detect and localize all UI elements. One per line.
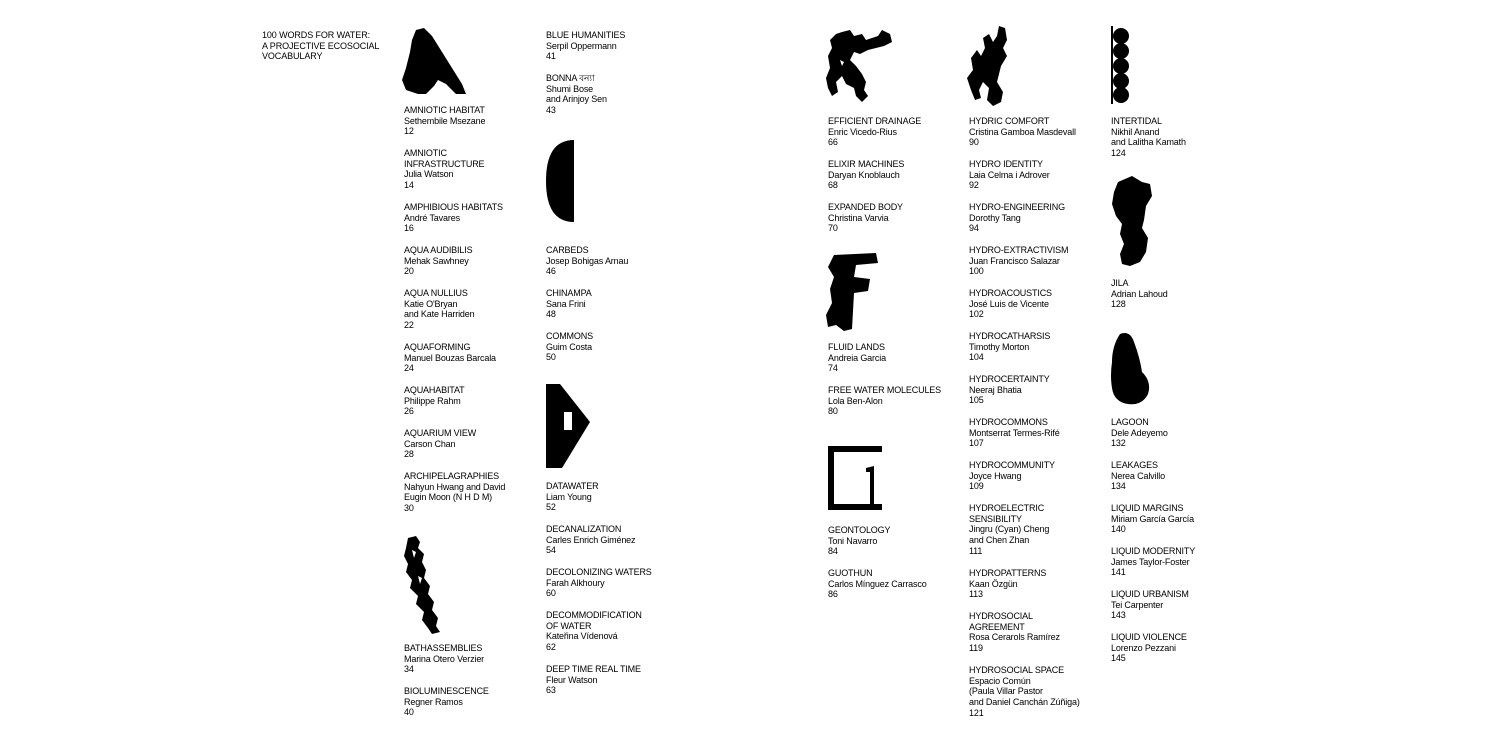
amniotic-shape-glyph [402,28,468,96]
entry-page-number: 30 [404,503,414,514]
entry-author: Neeraj Bhatia [969,384,1022,395]
entry-title: HYDRO-ENGINEERING [969,202,1065,212]
entry-title: INFRASTRUCTURE [404,158,485,169]
entry-author: Shumi Bose [546,83,594,94]
entry-title: HYDRO IDENTITY [969,159,1043,169]
entry-page-number: 62 [546,642,556,653]
entry-author: Fleur Watson [546,674,598,685]
entry-author: Espacio Común [969,675,1031,686]
entry-author: and Kate Harriden [404,309,475,320]
entry-hydro-identity [969,159,1050,191]
entry-page-number: 22 [404,320,414,331]
entry-page-number: 52 [546,502,556,513]
entry-title: BLUE HUMANITIES [546,30,626,40]
entry-author: and Arinjoy Sen [546,94,607,105]
entry-title: ELIXIR MACHINES [828,159,905,169]
entry-bioluminescence [404,686,489,718]
entry-title: HYDROSOCIAL [969,611,1033,621]
entry-page-number: 121 [969,707,984,718]
entry-author: Jingru (Cyan) Cheng [969,524,1050,535]
entry-author: Rosa Cerarols Ramírez [969,632,1060,643]
entry-title: LAGOON [1111,417,1149,427]
entry-title: LIQUID MODERNITY [1111,546,1196,556]
entry-page-number: 70 [828,223,838,234]
entry-author: Marina Otero Verzier [404,653,485,664]
fluid-lands-shape-glyph [826,253,878,331]
entry-author: Mehak Sawhney [404,255,469,266]
entry-hydrosocial-agreement [969,611,1060,654]
entry-page-number: 60 [546,588,556,599]
entry-author: Regner Ramos [404,696,463,707]
entry-page-number: 41 [546,51,556,62]
entry-title: HYDROCATHARSIS [969,331,1051,341]
entry-page-number: 134 [1111,481,1126,492]
entry-guothun [828,568,927,600]
entry-bathassemblies [404,643,484,675]
entry-blue-humanities [546,30,625,62]
entry-title: HYDROCOMMONS [969,417,1048,427]
entry-title: CARBEDS [546,245,589,255]
entry-title: DECOLONIZING WATERS [546,567,652,577]
entry-author: Carles Enrich Giménez [546,534,636,545]
entry-page-number: 90 [969,137,979,148]
entry-author: (Paula Villar Pastor [969,686,1043,697]
entry-title: INTERTIDAL [1111,116,1162,126]
entry-title: HYDROPATTERNS [969,568,1047,578]
entry-author: Christina Varvia [828,212,889,223]
entry-author: Katie O'Bryan [404,298,458,309]
entry-deep-time-real-time [546,664,641,696]
entry-page-number: 107 [969,438,984,449]
entry-title: LEAKAGES [1111,460,1158,470]
entry-title: AQUARIUM VIEW [404,428,477,438]
entry-title: BATHASSEMBLIES [404,643,483,653]
entry-hydroacoustics [969,288,1052,320]
entry-aquahabitat [404,385,465,417]
entry-title: CHINAMPA [546,288,592,298]
entry-author: and Lalitha Kamath [1111,137,1186,148]
entry-author: Tei Carpenter [1111,599,1164,610]
entry-title: AQUAFORMING [404,342,471,352]
entry-liquid-modernity [1111,546,1195,578]
entry-author: Guim Costa [546,341,593,352]
entry-page-number: 111 [969,545,983,556]
entry-author: Nikhil Anand [1111,126,1160,137]
bathassemblies-shape-glyph [402,536,442,634]
entry-title: EXPANDED BODY [828,202,903,212]
entry-page-number: 54 [546,545,556,556]
entry-author: Cristina Gamboa Masdevall [969,126,1076,137]
entry-title: HYDROCOMMUNITY [969,460,1055,470]
entry-author: Josep Bohigas Arnau [546,255,629,266]
entry-author: Nerea Calvillo [1111,470,1165,481]
carbeds-half-disc-glyph [546,140,574,222]
entry-author: Kateřina Vídenová [546,631,618,642]
entry-title: AMNIOTIC [404,148,447,158]
entry-fluid-lands [828,342,886,374]
entry-hydrocommunity [969,460,1055,492]
entry-aquaforming [404,342,496,374]
entry-author: Serpil Oppermann [546,40,617,51]
entry-title: DECANALIZATION [546,524,622,534]
entry-page-number: 119 [969,643,983,654]
entry-author: Montserrat Termes-Rifé [969,427,1060,438]
entry-page-number: 68 [828,180,838,191]
entry-title: DECOMMODIFICATION [546,610,642,620]
entry-decolonizing-waters [546,567,652,599]
entry-author: José Luis de Vicente [969,298,1049,309]
entry-author: André Tavares [404,212,460,223]
entry-page-number: 34 [404,664,414,675]
entry-author: and Chen Zhan [969,535,1030,546]
entry-author: Lola Ben-Alon [828,395,883,406]
entry-bonna [546,73,607,116]
entry-author: Eugin Moon (N H D M) [404,492,493,503]
intertidal-beads-glyph [1108,26,1132,106]
entry-page-number: 48 [546,309,556,320]
entry-author: Farah Alkhoury [546,577,605,588]
entry-title: DEEP TIME REAL TIME [546,664,641,674]
entry-title: JILA [1111,278,1129,288]
entry-amniotic-infrastructure [404,148,484,191]
entry-hydro-engineering [969,202,1065,234]
entry-page-number: 43 [546,105,556,116]
entry-author: Kaan Özgün [969,578,1018,589]
entry-page-number: 141 [1111,567,1126,578]
entry-author: Sethembile Msezane [404,115,486,126]
entry-page-number: 100 [969,266,984,277]
entry-page-number: 74 [828,363,838,374]
entry-author: Philippe Rahm [404,395,461,406]
entry-decommodification-of-water [546,610,642,653]
entry-hydroelectric-sensibility [969,503,1049,557]
entry-aquarium-view [404,428,476,460]
entry-page-number: 105 [969,395,984,406]
entry-author: Julia Watson [404,169,454,180]
entry-title: BONNA বন্যা [546,73,595,83]
datawater-notched-shape-glyph [546,384,590,468]
entry-title: FREE WATER MOLECULES [828,385,942,395]
entry-title: HYDRIC COMFORT [969,116,1050,126]
entry-amniotic-habitat [404,105,485,137]
entry-archipelagraphies [404,471,505,514]
entry-author: Nahyun Hwang and David [404,481,506,492]
entry-title: HYDROELECTRIC [969,503,1045,513]
entry-author: James Taylor-Foster [1111,556,1190,567]
entry-aqua-audibilis [404,245,472,277]
jila-blob-glyph [1108,176,1154,268]
entry-page-number: 50 [546,352,556,363]
entry-page-number: 66 [828,137,838,148]
entry-liquid-urbanism [1111,589,1189,621]
entry-leakages [1111,460,1165,492]
entry-title: SENSIBILITY [969,513,1022,524]
entry-author: Dele Adeyemo [1111,427,1168,438]
entry-aqua-nullius [404,288,475,331]
entry-author: Timothy Morton [969,341,1030,352]
entry-author: Miriam García García [1111,513,1195,524]
entry-author: Carlos Mínguez Carrasco [828,578,927,589]
entry-title: AQUA NULLIUS [404,288,468,298]
lagoon-blob-glyph [1108,332,1152,406]
entry-page-number: 113 [969,589,983,600]
entry-page-number: 143 [1111,610,1126,621]
entry-free-water-molecules [828,385,941,417]
entry-liquid-violence [1111,632,1187,664]
entry-page-number: 140 [1111,524,1126,535]
entry-author: Carson Chan [404,438,456,449]
entry-geontology [828,525,890,557]
entry-title: AQUAHABITAT [404,385,465,395]
entry-lagoon [1111,417,1168,449]
entry-author: Adrian Lahoud [1111,288,1168,299]
entry-author: Daryan Knoblauch [828,169,900,180]
entry-author: Sana Frini [546,298,586,309]
entry-page-number: 145 [1111,653,1126,664]
entry-title: AMPHIBIOUS HABITATS [404,202,503,212]
entry-author: Enric Vicedo-Rius [828,126,897,137]
entry-decanalization [546,524,635,556]
entry-author: Laia Celma i Adrover [969,169,1050,180]
entry-page-number: 26 [404,406,414,417]
entry-elixir-machines [828,159,904,191]
book-title: 100 WORDS FOR WATER: A PROJECTIVE ECOSOCIAL VOCABULARY [262,30,380,62]
entry-chinampa [546,288,592,320]
entry-author: Dorothy Tang [969,212,1021,223]
entry-title: AMNIOTIC HABITAT [404,105,485,115]
entry-efficient-drainage [828,116,921,148]
entry-carbeds [546,245,628,277]
entry-page-number: 28 [404,449,414,460]
entry-liquid-margins [1111,503,1194,535]
entry-hydrocatharsis [969,331,1050,363]
entry-page-number: 20 [404,266,414,277]
entry-page-number: 46 [546,266,556,277]
entry-author: Joyce Hwang [969,470,1022,481]
entry-title: DATAWATER [546,481,599,491]
entry-commons [546,331,593,363]
entry-page-number: 94 [969,223,979,234]
entry-title: FLUID LANDS [828,342,885,352]
entry-title: AGREEMENT [969,621,1025,632]
entry-title: LIQUID URBANISM [1111,589,1189,599]
entry-title: OF WATER [546,620,592,631]
entry-hydro-extractivism [969,245,1068,277]
efficient-drainage-shape-glyph [826,30,892,104]
entry-page-number: 16 [404,223,414,234]
entry-jila [1111,278,1168,310]
entry-title: HYDROACOUSTICS [969,288,1052,298]
entry-author: Manuel Bouzas Barcala [404,352,496,363]
entry-page-number: 109 [969,481,984,492]
hydric-shape-glyph [967,26,1013,106]
entry-author: Liam Young [546,491,592,502]
entry-title: LIQUID MARGINS [1111,503,1184,513]
entry-page-number: 80 [828,406,838,417]
entry-title: LIQUID VIOLENCE [1111,632,1187,642]
entry-author: Lorenzo Pezzani [1111,642,1176,653]
entry-page-number: 92 [969,180,979,191]
geontology-bracket-glyph [826,444,884,512]
entry-title: COMMONS [546,331,593,341]
entry-page-number: 24 [404,363,414,374]
entry-page-number: 128 [1111,299,1126,310]
entry-page-number: 132 [1111,438,1126,449]
entry-title: HYDRO-EXTRACTIVISM [969,245,1069,255]
entry-author: Juan Francisco Salazar [969,255,1060,266]
entry-page-number: 124 [1111,148,1126,159]
entry-hydrocertainty [969,374,1050,406]
entry-page-number: 40 [404,707,414,718]
entry-hydrocommons [969,417,1060,449]
entry-title: HYDROCERTAINTY [969,374,1050,384]
entry-title: ARCHIPELAGRAPHIES [404,471,499,481]
entry-intertidal [1111,116,1186,159]
entry-page-number: 84 [828,546,838,557]
entry-amphibious-habitats [404,202,503,234]
entry-title: GEONTOLOGY [828,525,891,535]
entry-author: and Daniel Canchán Zúñiga) [969,697,1080,708]
entry-page-number: 86 [828,589,838,600]
entry-hydrosocial-space [969,665,1080,719]
entry-author: Toni Navarro [828,535,878,546]
entry-datawater [546,481,598,513]
entry-expanded-body [828,202,903,234]
entry-page-number: 14 [404,180,414,191]
entry-page-number: 102 [969,309,984,320]
entry-page-number: 104 [969,352,984,363]
entry-title: HYDROSOCIAL SPACE [969,665,1064,675]
entry-author: Andreia Garcia [828,352,886,363]
entry-hydropatterns [969,568,1046,600]
entry-title: AQUA AUDIBILIS [404,245,473,255]
entry-title: EFFICIENT DRAINAGE [828,116,922,126]
entry-hydric-comfort [969,116,1076,148]
entry-page-number: 63 [546,685,556,696]
entry-page-number: 12 [404,126,414,137]
entry-title: GUOTHUN [828,568,873,578]
entry-title: BIOLUMINESCENCE [404,686,489,696]
